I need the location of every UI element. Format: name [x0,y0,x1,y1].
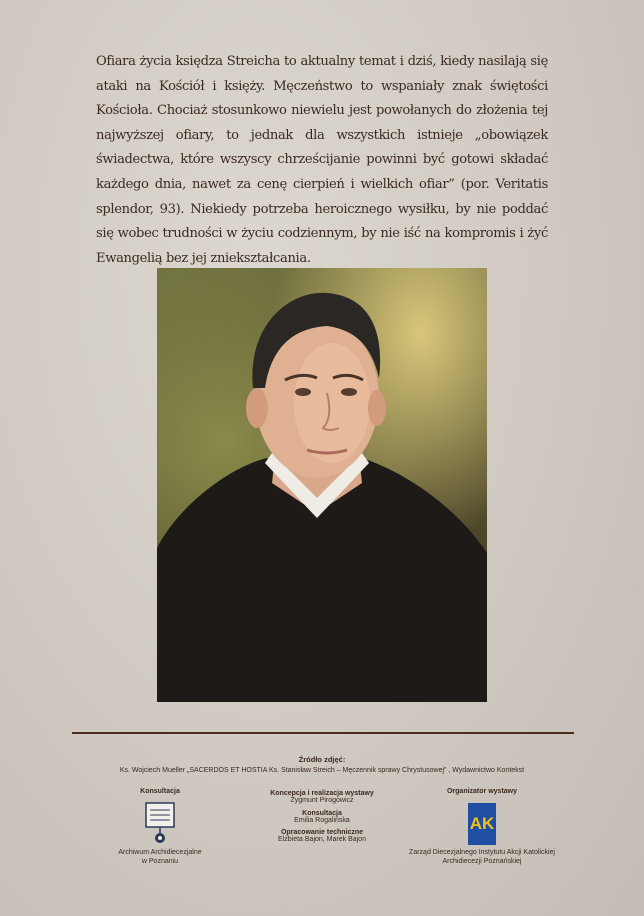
organizer-org-line2: Archidiecezji Poznańskiej [442,857,522,865]
consultation-org-line1: Archiwum Archidiecezjalne [118,849,202,856]
consult-heading: Konsultacja [302,809,342,817]
exhibition-credits [242,790,402,845]
technical-heading: Opracowanie techniczne [280,829,364,836]
photo-source-text: Ks. Wojciech Mueller „SACERDOS ET HOSTIA Ks. Stanisław Streich – Męczennik sprawy Chrystusowej” , Wydawnictwo Kontekst [119,767,525,774]
main-paragraph: Ofiara życia księdza Streicha to aktualny temat i dziś, kiedy nasilają się ataki na Kościół i księży. Męczeństwo to wspaniały znak świętości Kościoła. Chociaż stosunkowo niewielu jest powołanych do złożenia tej najwyższej ofiary, to jednak dla wszystkich istnieje „obowiązek świadectwa, które wszyscy chrześcijanie powinni być gotowi składać każdego dnia, nawet za cenę cierpień i wielkich ofiar” (por. Veritatis splendor, 93). Niekiedy potrzeba heroicznego wysiłku, by nie poddać się wobec trudności w życiu codziennym, by nie iść na kompromis i żyć Ewangelią bez jej zniekształcania. [96,54,548,266]
consultation-org [90,849,230,866]
consult-name: Emilia Rogalińska [294,816,350,824]
consultation-org-line2: w Poznaniu [141,857,179,865]
catholic-action-logo: AK [468,803,496,845]
footer-divider [72,732,574,734]
organizer-org [392,849,572,866]
photo-source-heading: Źródło zdjęć: [298,755,346,764]
portrait-photo [157,268,487,702]
organizer-heading-block [422,788,542,795]
organizer-heading: Organizator wystawy [446,788,518,795]
concept-name: Zygmunt Pirogowicz [290,797,354,804]
organizer-org-line1: Zarząd Diecezjalnego Instytutu Akcji Katolickiej [409,849,555,856]
consultation-heading-block [100,788,220,795]
archive-logo [143,801,177,845]
technical-names: Elżbieta Bajon, Marek Bajon [278,836,366,843]
consultation-heading: Konsultacja [140,788,180,795]
concept-heading: Koncepcja i realizacja wystawy [270,790,374,797]
portrait-illustration [157,268,487,702]
archive-seal-icon [143,801,177,845]
